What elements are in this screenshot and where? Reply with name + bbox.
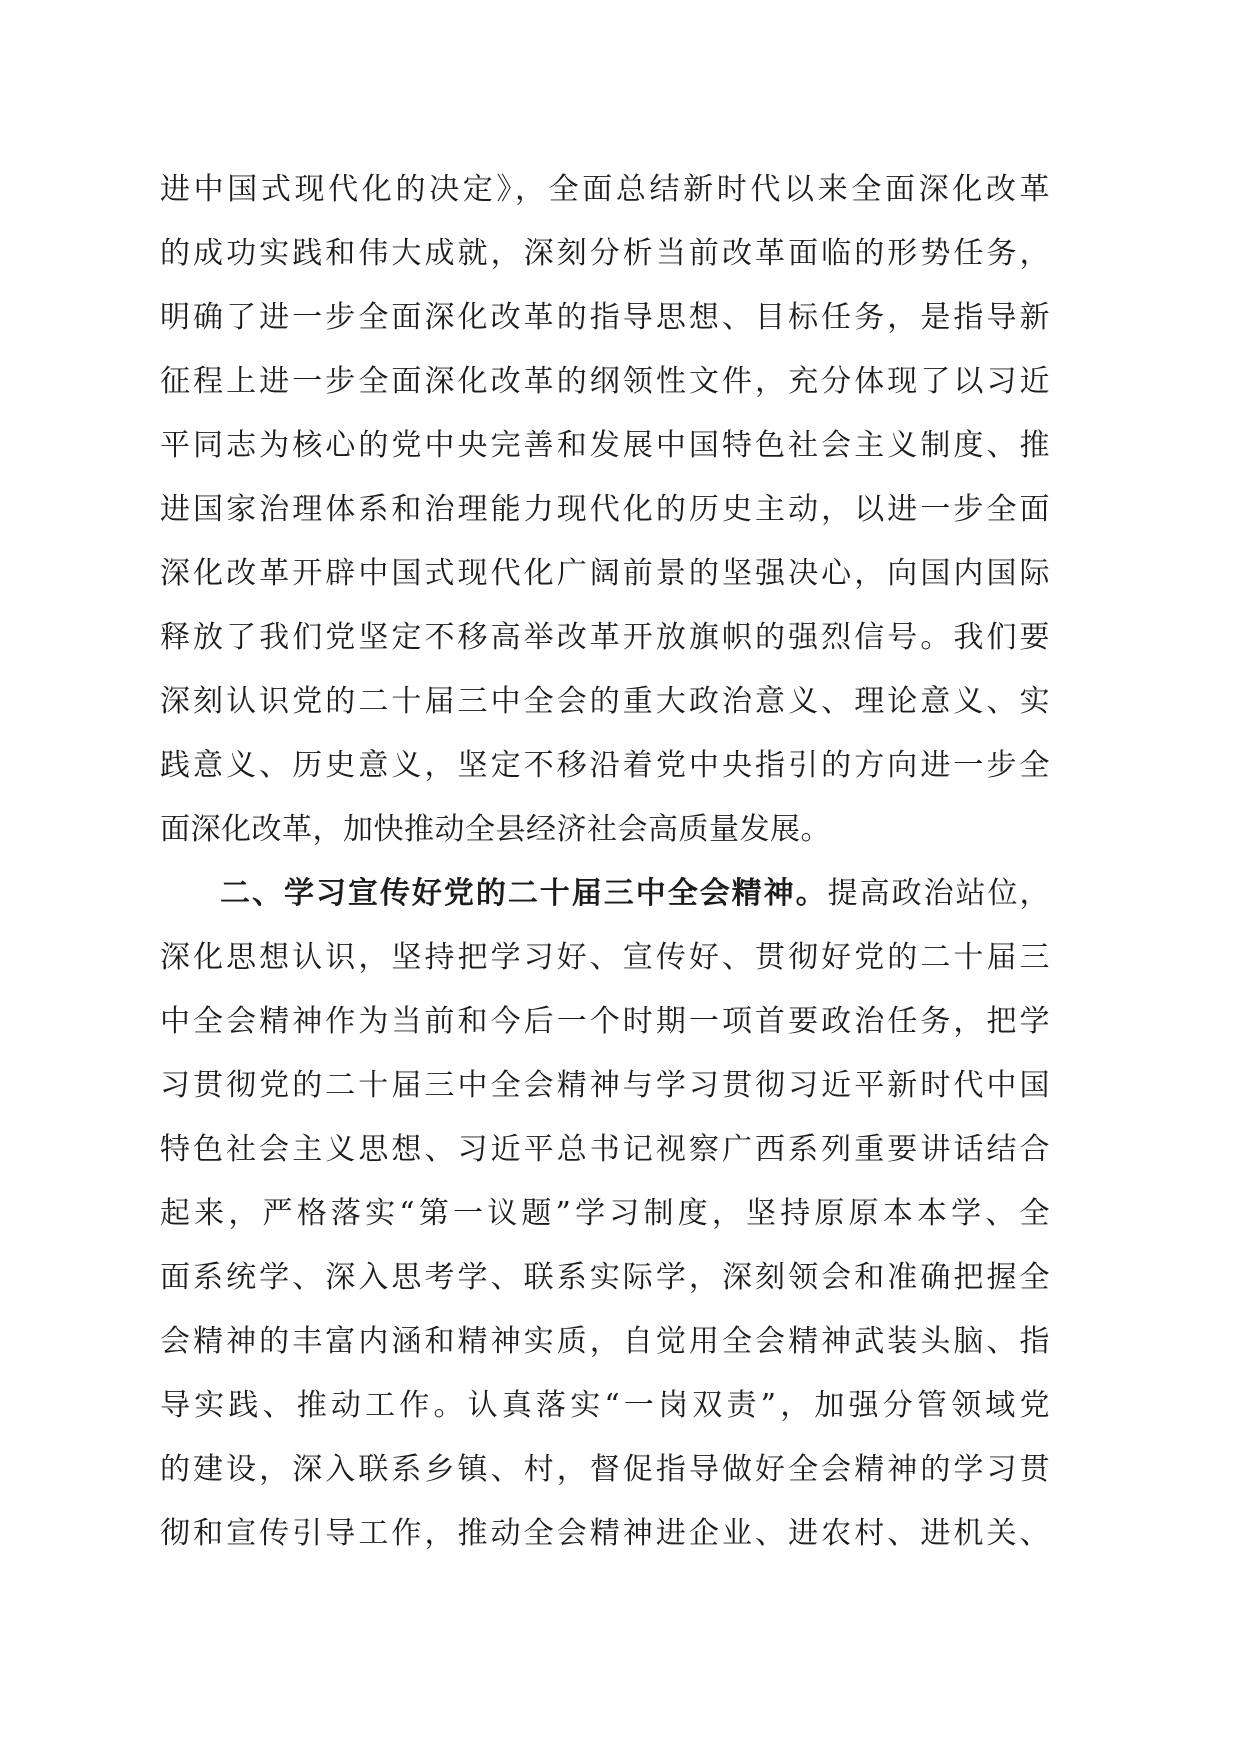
text-line: 深化思想认识，坚持把学习好、宣传好、贯彻好党的二十届三 bbox=[160, 940, 1050, 975]
text-line: 践意义、历史意义，坚定不移沿着党中央指引的方向进一步全 bbox=[160, 748, 1050, 783]
text-line: 导实践、推动工作。认真落实“一岗双责”，加强分管领域党 bbox=[160, 1388, 1050, 1423]
text-line: 习贯彻党的二十届三中全会精神与学习贯彻习近平新时代中国 bbox=[160, 1068, 1050, 1103]
text-line: 会精神的丰富内涵和精神实质，自觉用全会精神武装头脑、指 bbox=[160, 1324, 1050, 1359]
text-line: 进国家治理体系和治理能力现代化的历史主动，以进一步全面 bbox=[160, 492, 1050, 527]
text-line: 面系统学、深入思考学、联系实际学，深刻领会和准确把握全 bbox=[160, 1260, 1050, 1295]
section-heading: 二、学习宣传好党的二十届三中全会精神。 bbox=[220, 876, 828, 911]
text-line: 特色社会主义思想、习近平总书记视察广西系列重要讲话结合 bbox=[160, 1132, 1050, 1167]
text-line: 面深化改革，加快推动全县经济社会高质量发展。 bbox=[160, 812, 831, 847]
text-line: 彻和宣传引导工作，推动全会精神进企业、进农村、进机关、 bbox=[160, 1516, 1050, 1551]
text-line: 深化改革开辟中国式现代化广阔前景的坚强决心，向国内国际 bbox=[160, 556, 1050, 591]
text-line: 进中国式现代化的决定》，全面总结新时代以来全面深化改革 bbox=[160, 172, 1050, 207]
heading-tail-text: 提高政治站位， bbox=[827, 876, 1050, 911]
text-line: 起来，严格落实“第一议题”学习制度，坚持原原本本学、全 bbox=[160, 1196, 1050, 1231]
text-line: 平同志为核心的党中央完善和发展中国特色社会主义制度、推 bbox=[160, 428, 1050, 463]
text-line: 深刻认识党的二十届三中全会的重大政治意义、理论意义、实 bbox=[160, 684, 1050, 719]
text-line: 释放了我们党坚定不移高举改革开放旗帜的强烈信号。我们要 bbox=[160, 620, 1050, 655]
text-line: 明确了进一步全面深化改革的指导思想、目标任务，是指导新 bbox=[160, 300, 1050, 335]
text-line: 的成功实践和伟大成就，深刻分析当前改革面临的形势任务， bbox=[160, 236, 1050, 271]
section-heading-line bbox=[220, 872, 1050, 916]
text-line: 征程上进一步全面深化改革的纲领性文件，充分体现了以习近 bbox=[160, 364, 1050, 399]
text-line: 的建设，深入联系乡镇、村，督促指导做好全会精神的学习贯 bbox=[160, 1452, 1050, 1487]
text-line: 中全会精神作为当前和今后一个时期一项首要政治任务，把学 bbox=[160, 1004, 1050, 1039]
